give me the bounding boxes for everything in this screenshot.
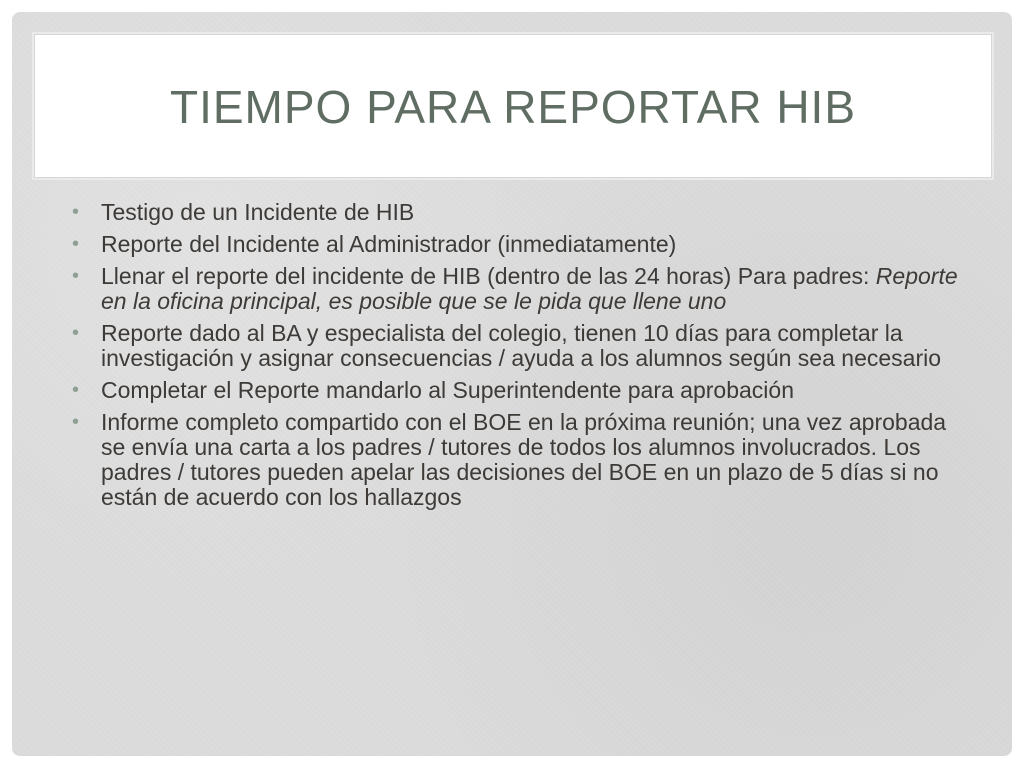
bullet-item xyxy=(68,200,968,225)
bullet-text-regular: Reporte del Incidente al Administrador (inmediatamente) xyxy=(101,231,677,257)
bullet-item xyxy=(68,378,968,403)
bullet-text-regular: Completar el Reporte mandarlo al Superintendente para aprobación xyxy=(101,377,794,403)
title-box xyxy=(32,32,994,180)
bullet-icon: • xyxy=(72,265,80,287)
slide xyxy=(12,12,1012,756)
bullet-text-regular: Reporte dado al BA y especialista del colegio, tienen 10 días para completar la investigación y asignar consecuencias / ayuda a los alumnos según sea necesario xyxy=(101,320,942,371)
bullet-text xyxy=(101,377,794,403)
bullet-text-italic: Reporte en la oficina principal, es posible que se le pida que llene uno xyxy=(101,263,958,314)
bullet-item xyxy=(68,410,968,510)
bullet-item xyxy=(68,321,968,371)
bullet-text xyxy=(101,199,414,225)
bullet-icon: • xyxy=(72,379,80,401)
bullet-icon: • xyxy=(72,322,80,344)
bullet-text-regular: Llenar el reporte del incidente de HIB (dentro de las 24 horas) Para padres: xyxy=(101,263,876,289)
slide-title: TIEMPO PARA REPORTAR HIB xyxy=(169,81,856,133)
bullet-icon: • xyxy=(72,233,80,255)
bullet-list xyxy=(68,200,968,517)
bullet-text-regular: Informe completo compartido con el BOE en la próxima reunión; una vez aprobada se envía una carta a los padres / tutores de todos los alumnos involucrados. Los padres / tutores pueden apelar las decisiones del BOE en un plazo de 5 días si no están de acuerdo con los hallazgos xyxy=(101,409,947,510)
bullet-item xyxy=(68,264,968,314)
bullet-text xyxy=(101,263,958,314)
bullet-icon: • xyxy=(72,201,80,223)
bullet-text xyxy=(101,409,946,510)
bullet-text-regular: Testigo de un Incidente de HIB xyxy=(101,199,415,225)
bullet-text xyxy=(101,320,941,371)
bullet-item xyxy=(68,232,968,257)
bullet-text xyxy=(101,231,676,257)
bullet-icon: • xyxy=(72,411,80,433)
